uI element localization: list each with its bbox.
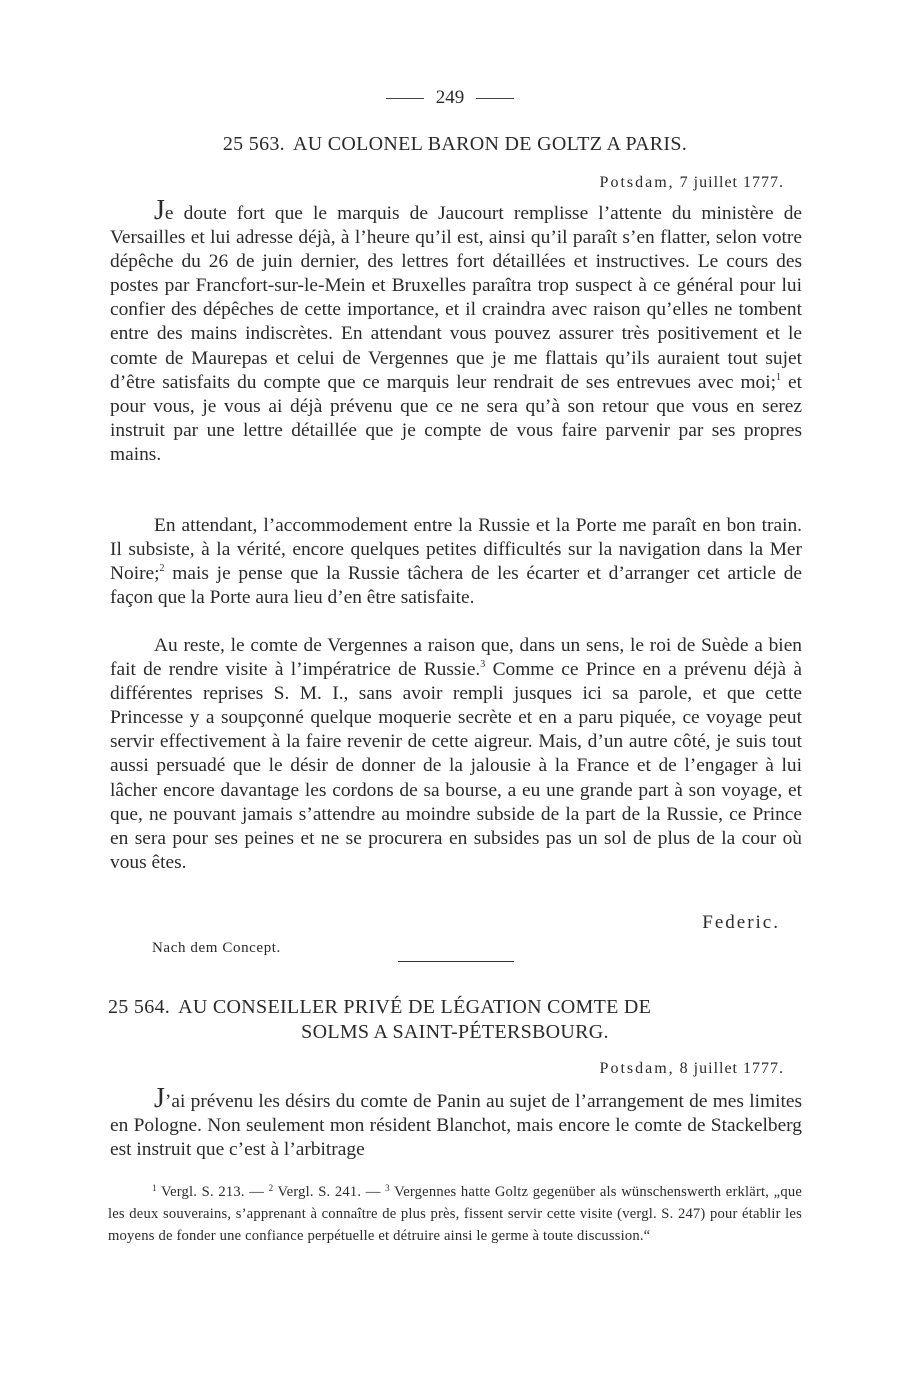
footnote-mark: 3: [385, 1183, 390, 1193]
letter-paragraph: [110, 1083, 802, 1162]
page-number: [0, 86, 900, 110]
letter-paragraph: [110, 634, 802, 875]
date-value: 8 juillet 1777.: [679, 1060, 784, 1077]
paragraph-text: Comme ce Prince en a prévenu déjà à différentes reprises S. M. I., sans avoir rempli jusques ici sa parole, et que cette Princesse y a soupçonné quelque moquerie secrète et en a paru piquée, ce voyage peut servir effectivement à la faire revenir de cette aigreur. Mais, d’un autre côté, je suis tout aussi persuadé que le désir de donner de la jalousie à la France et de l’engager à lui lâcher encore davantage les cordons de sa bourse, a eu une grande part à son voyage, et que, ne pouvant jamais s’attendre au moindre subside de la part de la Russie, ce Prince en sera pour ses peines et ne se procurera en subsides pas un sol de plus de la cour où vous êtes.: [110, 659, 802, 873]
right-dash: [476, 98, 514, 99]
source-note: Nach dem Concept.: [152, 940, 281, 956]
letter-paragraph: [110, 514, 802, 610]
letter-title: AU COLONEL BARON DE GOLTZ A PARIS.: [292, 133, 688, 155]
paragraph-text: Au reste, le comte de Vergennes a raison que, dans un sens, le roi de Suède a bien fait de rendre visite à l’impératrice de Russie.: [110, 635, 802, 681]
letter-paragraph: [110, 195, 802, 467]
footnotes: [108, 1181, 802, 1247]
letter-title-line2: SOLMS A SAINT-PÉTERSBOURG.: [301, 1021, 609, 1043]
letter-number: 25 564.: [108, 996, 171, 1018]
date-place: Potsdam,: [599, 174, 675, 191]
date-value: 7 juillet 1777.: [679, 174, 784, 191]
section-divider: [398, 961, 514, 962]
paragraph-text: ’ai prévenu les désirs du comte de Panin au sujet de l’arrangement de mes limites en Pologne. Non seulement mon résident Blanchot, mais encore le comte de Stackelberg est instruit que c’est à l’arbitrage: [110, 1091, 802, 1161]
letter-heading: [108, 132, 802, 157]
letter-title: AU CONSEILLER PRIVÉ DE LÉGATION COMTE DE: [178, 996, 652, 1018]
letter-date: [600, 172, 784, 194]
paragraph-text: e doute fort que le marquis de Jaucourt remplisse l’attente du ministère de Versailles et lui adresse déjà, à l’heure qu’il est, ainsi qu’il paraît s’en flatter, selon votre dépêche du 26 de juin dernier, des lettres fort détaillées et instructives. Le cours des postes par Francfort-sur-le-Mein et Bruxelles paraîtra trop suspect à ce général pour lui confier des dépêches de cette importance, et il craindra avec raison qu’elles ne tombent entre des mains indiscrètes. En attendant vous pouvez assurer très positivement et le comte de Maurepas et celui de Vergennes que je me flattais qu’ils auraient tout sujet d’être satisfaits du compte que ce marquis leur rendrait de ses entrevues avec moi;: [110, 203, 802, 393]
letter-date: [600, 1058, 784, 1080]
paragraph-text: mais je pense que la Russie tâchera de les écarter et d’arranger cet article de façon que la Porte aura lieu d’en être satisfaite.: [110, 563, 802, 609]
signature: Federic.: [702, 912, 780, 933]
footnote-ref: 1: [776, 371, 781, 383]
footnote-text: Vergennes hatte Goltz gegenüber als wünschenswerth erklärt, „que les deux souverains, s’apprenant à connaître de plus près, fissent servir cette visite (vergl. S. 247) pour établir les moyens de fonder une confiance perpétuelle et détruire ainsi le germe à toute discussion.“: [108, 1184, 802, 1244]
letter-heading: [108, 995, 802, 1045]
footnote-text: Vergl. S. 241. —: [273, 1184, 386, 1200]
paragraph-text: En attendant, l’accommodement entre la Russie et la Porte me paraît en bon train. Il subsiste, à la vérité, encore quelques petites difficultés sur la navigation dans la Mer Noire;: [110, 515, 802, 585]
footnote-text: Vergl. S. 213. —: [156, 1184, 269, 1200]
footnote-ref: 3: [480, 659, 486, 671]
footnote-mark: 2: [268, 1183, 274, 1193]
date-place: Potsdam,: [599, 1060, 675, 1077]
letter-number: 25 563.: [222, 133, 285, 155]
page-number-text: 249: [435, 87, 465, 108]
footnote-mark: 1: [152, 1183, 157, 1193]
initial-letter: J: [154, 195, 165, 226]
left-dash: [386, 98, 424, 99]
footnote-ref: 2: [159, 563, 165, 575]
initial-letter: J: [154, 1083, 165, 1114]
paragraph-text: et pour vous, je vous ai déjà prévenu que ce ne sera qu’à son retour que vous en serez instruit par une lettre détaillée que je compte de vous faire parvenir par ses propres mains.: [110, 371, 802, 465]
